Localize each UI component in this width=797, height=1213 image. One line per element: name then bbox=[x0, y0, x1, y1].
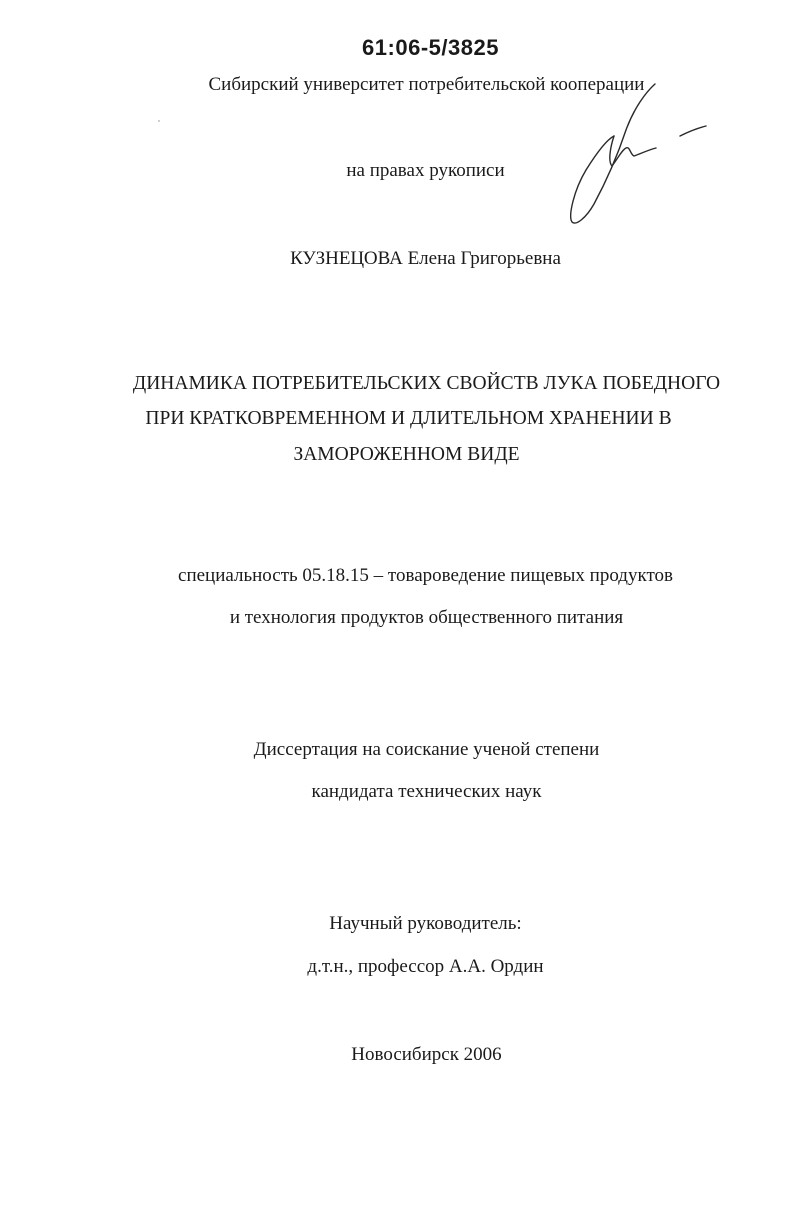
manuscript-note: на правах рукописи bbox=[346, 160, 505, 181]
city-year: Новосибирск 2006 bbox=[351, 1044, 502, 1065]
supervisor-label: Научный руководитель: bbox=[329, 913, 522, 934]
scan-dot bbox=[158, 120, 160, 122]
degree-line-2: кандидата технических наук bbox=[311, 781, 542, 802]
thesis-title-line-1: ДИНАМИКА ПОТРЕБИТЕЛЬСКИХ СВОЙСТВ ЛУКА ПОБЕДНОГО bbox=[132, 373, 721, 394]
author-name: КУЗНЕЦОВА Елена Григорьевна bbox=[290, 248, 561, 269]
specialty-line-2: и технология продуктов общественного питания bbox=[229, 607, 624, 628]
degree-line-1: Диссертация на соискание ученой степени bbox=[253, 739, 600, 760]
archive-code: 61:06-5/3825 bbox=[362, 35, 499, 60]
handwritten-signature-icon bbox=[560, 78, 720, 238]
specialty-line-1: специальность 05.18.15 – товароведение пищевых продуктов bbox=[178, 565, 673, 586]
thesis-title-line-2: ПРИ КРАТКОВРЕМЕННОМ И ДЛИТЕЛЬНОМ ХРАНЕНИИ В bbox=[145, 408, 672, 429]
thesis-title-line-3: ЗАМОРОЖЕННОМ ВИДЕ bbox=[293, 444, 520, 465]
supervisor-name: д.т.н., профессор А.А. Ордин bbox=[307, 956, 544, 977]
institution-name: Сибирский университет потребительской кооперации bbox=[208, 74, 645, 95]
